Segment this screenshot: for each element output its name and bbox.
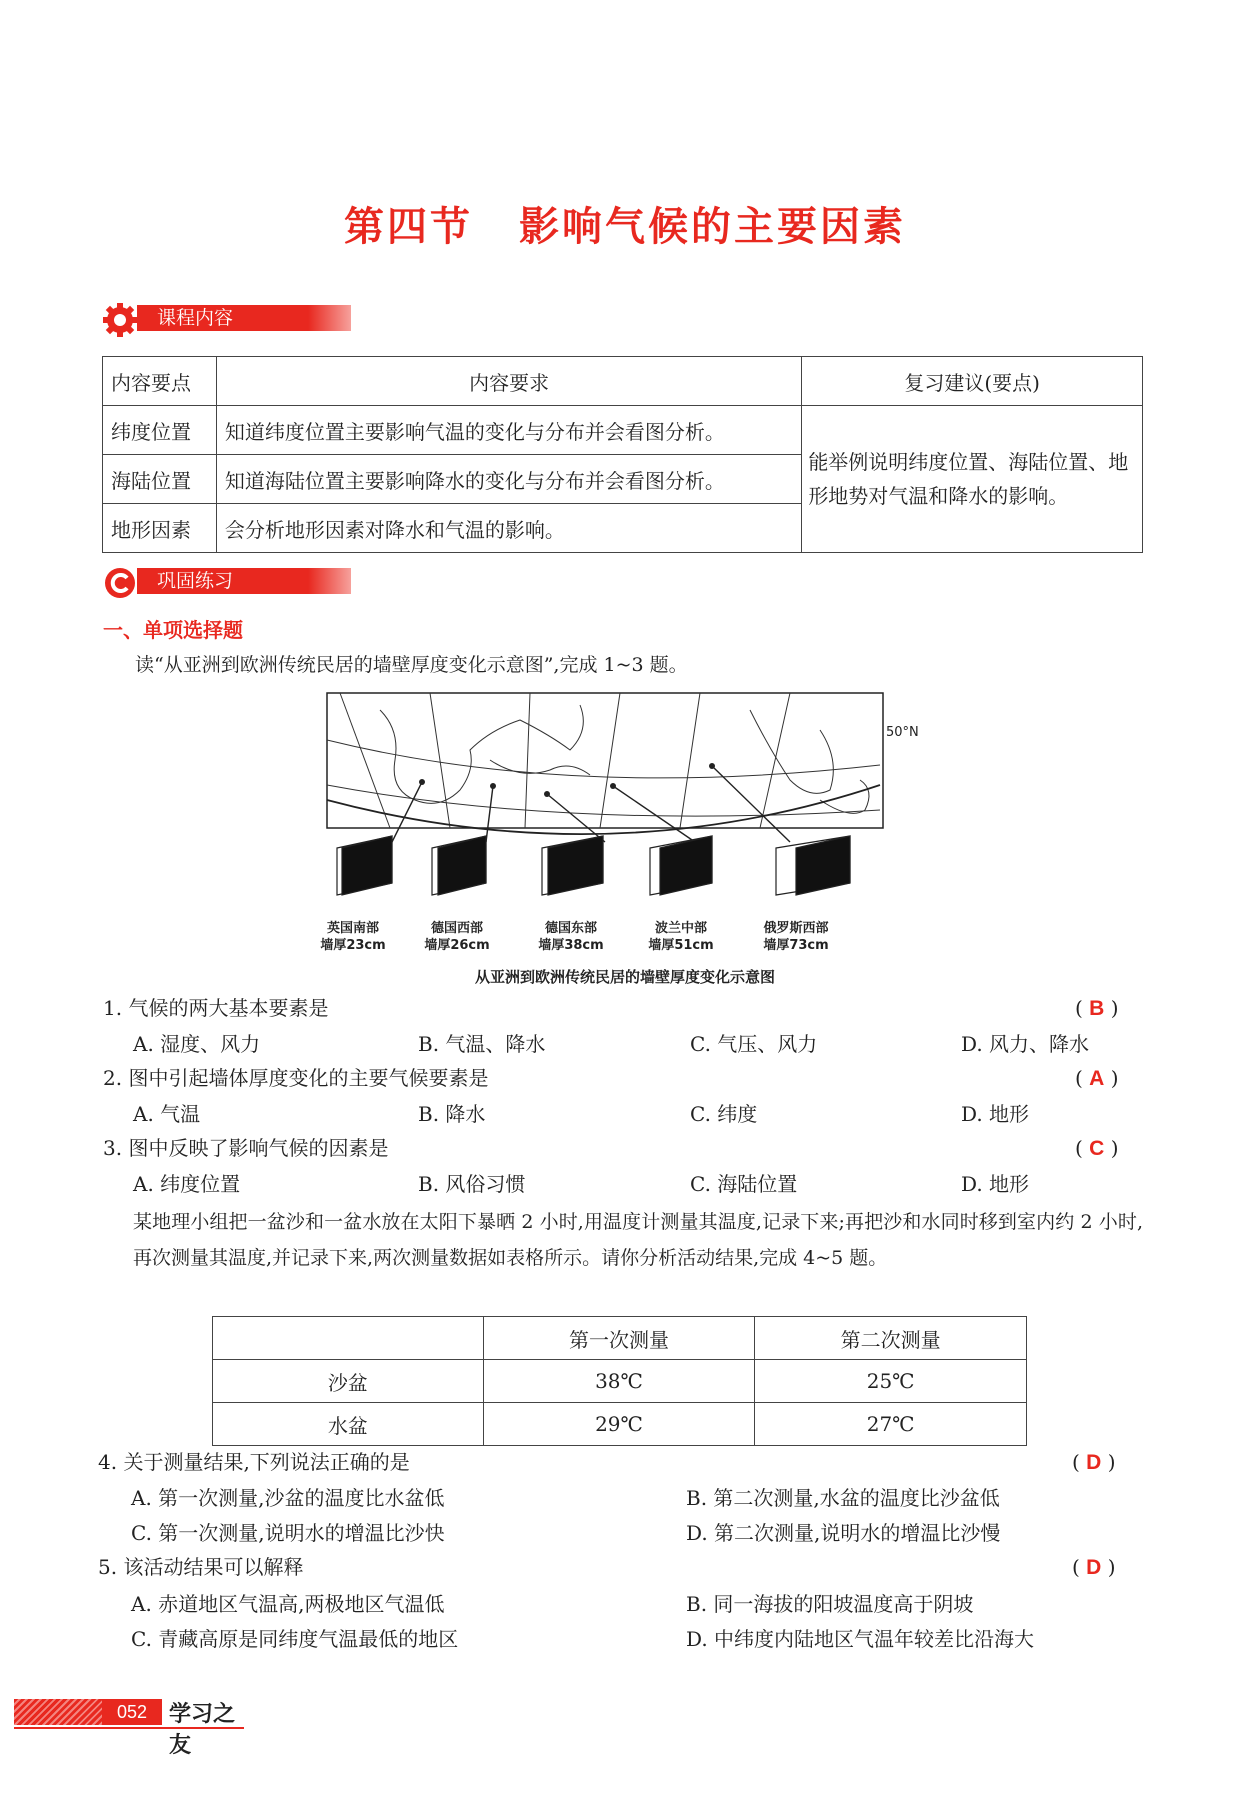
footer-stripe: [14, 1699, 104, 1725]
latitude-label: 50°N: [886, 725, 919, 740]
table-cell: 知道纬度位置主要影响气温的变化与分布并会看图分析。: [216, 406, 801, 455]
table-row: [103, 406, 1143, 455]
wall-block: [776, 836, 850, 895]
option: C. 纬度: [690, 1102, 758, 1126]
table-cell: 38℃: [483, 1360, 755, 1403]
option: C. 青藏高原是同纬度气温最低的地区: [131, 1627, 459, 1651]
table-header-cell: 第二次测量: [755, 1317, 1027, 1360]
table-header-row: [213, 1317, 1027, 1360]
section-number: 第四节: [344, 204, 473, 250]
answer-letter: B: [1089, 997, 1105, 1020]
measurement-table: [212, 1316, 1027, 1446]
table-header-cell: 复习建议(要点): [802, 357, 1143, 406]
suggestion-cell: 能举例说明纬度位置、海陆位置、地形地势对气温和降水的影响。: [802, 406, 1143, 553]
page-title: [0, 195, 1250, 252]
answer-slot: ( D ): [1072, 1450, 1116, 1474]
table-cell: 沙盆: [213, 1360, 484, 1403]
section-title: 影响气候的主要因素: [519, 204, 906, 250]
answer-slot: ( C ): [1075, 1136, 1119, 1160]
option: C. 第一次测量,说明水的增温比沙快: [131, 1521, 445, 1545]
answer-letter: A: [1089, 1067, 1105, 1090]
option: A. 第一次测量,沙盆的温度比水盆低: [131, 1486, 445, 1510]
option: B. 降水: [418, 1102, 486, 1126]
option: D. 地形: [961, 1172, 1030, 1196]
answer-slot: ( A ): [1075, 1066, 1119, 1090]
question-stem: 1. 气候的两大基本要素是: [103, 996, 329, 1020]
table-cell: 水盆: [213, 1403, 484, 1446]
table-header-cell: [213, 1317, 484, 1360]
house-label: 英国南部 墙厚23cm: [320, 921, 386, 953]
table-cell: 27℃: [755, 1403, 1027, 1446]
practice-banner: [103, 566, 363, 596]
figure-caption: 从亚洲到欧洲传统民居的墙壁厚度变化示意图: [474, 968, 775, 986]
option: C. 海陆位置: [690, 1172, 798, 1196]
wall-block: [650, 836, 712, 895]
table-row: [213, 1360, 1027, 1403]
table-cell: 29℃: [483, 1403, 755, 1446]
table-header-cell: 第一次测量: [483, 1317, 755, 1360]
option: D. 地形: [961, 1102, 1030, 1126]
course-content-banner: [103, 303, 363, 333]
house-label: 德国西部 墙厚26cm: [424, 921, 490, 953]
section-heading: 一、单项选择题: [103, 618, 243, 642]
question-stem: 5. 该活动结果可以解释: [98, 1555, 304, 1579]
table-header-cell: 内容要点: [103, 357, 217, 406]
table-cell: 地形因素: [103, 504, 217, 553]
option: D. 中纬度内陆地区气温年较差比沿海大: [686, 1627, 1035, 1651]
table-cell: 海陆位置: [103, 455, 217, 504]
option: B. 气温、降水: [418, 1032, 546, 1056]
table-cell: 知道海陆位置主要影响降水的变化与分布并会看图分析。: [216, 455, 801, 504]
option: A. 湿度、风力: [133, 1032, 261, 1056]
table-cell: 25℃: [755, 1360, 1027, 1403]
option: B. 风俗习惯: [418, 1172, 526, 1196]
table-cell: 会分析地形因素对降水和气温的影响。: [216, 504, 801, 553]
activity-paragraph: 某地理小组把一盆沙和一盆水放在太阳下暴晒 2 小时,用温度计测量其温度,记录下来;再把沙和水同时移到室内约 2 小时,再次测量其温度,并记录下来,两次测量数据如表格所示。请你分析活动结果,完成 4~5 题。: [133, 1211, 1143, 1269]
option: A. 纬度位置: [133, 1172, 241, 1196]
table-header-row: [103, 357, 1143, 406]
option: D. 第二次测量,说明水的增温比沙慢: [686, 1521, 1001, 1545]
banner-label: 课程内容: [137, 305, 351, 331]
answer-slot: ( D ): [1072, 1555, 1116, 1579]
answer-letter: D: [1086, 1556, 1102, 1579]
table-cell: 纬度位置: [103, 406, 217, 455]
table-header-cell: 内容要求: [216, 357, 801, 406]
option: C. 气压、风力: [690, 1032, 818, 1056]
intro-text: 读“从亚洲到欧洲传统民居的墙壁厚度变化示意图”,完成 1~3 题。: [135, 654, 688, 676]
house-label: 德国东部 墙厚38cm: [538, 921, 604, 953]
question-stem: 4. 关于测量结果,下列说法正确的是: [98, 1450, 410, 1474]
banner-label: 巩固练习: [137, 568, 351, 594]
option: B. 同一海拔的阳坡温度高于阴坡: [686, 1592, 974, 1616]
page-number: 052: [102, 1699, 162, 1725]
wall-block: [432, 836, 486, 895]
answer-letter: D: [1086, 1451, 1102, 1474]
brand-name: 学习之友: [169, 1701, 236, 1758]
gear-icon: [103, 303, 139, 337]
question-stem: 2. 图中引起墙体厚度变化的主要气候要素是: [103, 1066, 489, 1090]
option: A. 赤道地区气温高,两极地区气温低: [131, 1592, 445, 1616]
wall-block: [337, 836, 392, 895]
table-row: [213, 1403, 1027, 1446]
wall-block: [542, 836, 603, 895]
option: D. 风力、降水: [961, 1032, 1090, 1056]
answer-letter: C: [1089, 1137, 1105, 1160]
option: A. 气温: [133, 1102, 201, 1126]
footer-rule: [14, 1727, 244, 1729]
question-stem: 3. 图中反映了影响气候的因素是: [103, 1136, 389, 1160]
option: B. 第二次测量,水盆的温度比沙盆低: [686, 1486, 1000, 1510]
footer: [14, 1697, 244, 1758]
house-label: 波兰中部 墙厚51cm: [648, 921, 714, 953]
content-table: [102, 356, 1143, 553]
answer-slot: ( B ): [1075, 996, 1119, 1020]
house-label: 俄罗斯西部 墙厚73cm: [763, 921, 829, 953]
refresh-icon: [103, 566, 139, 600]
